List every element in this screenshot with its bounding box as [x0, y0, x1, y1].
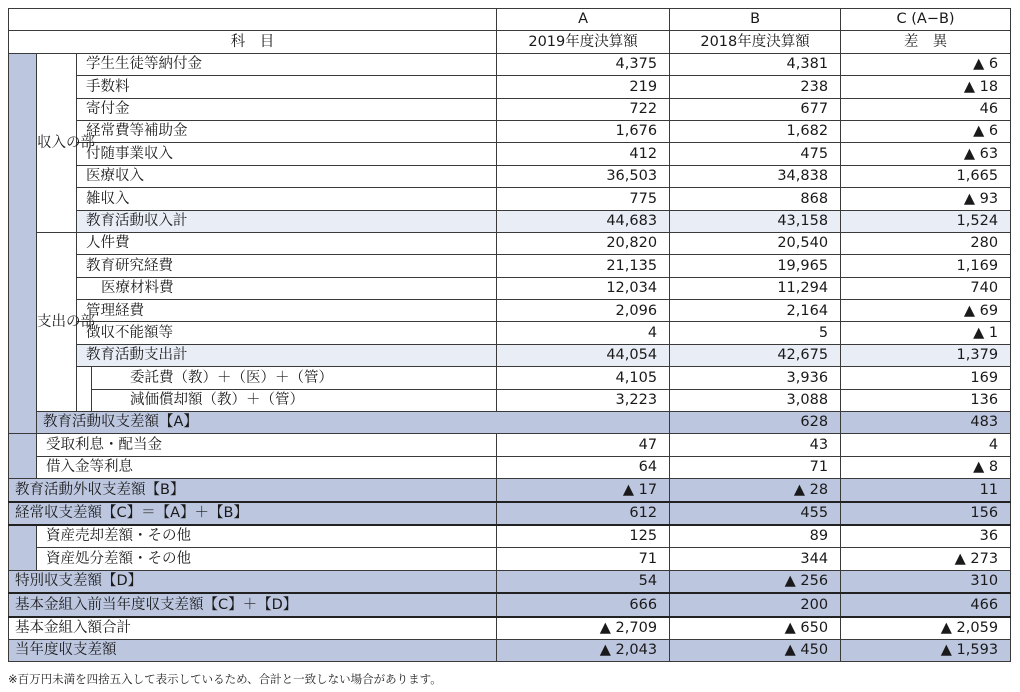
value-b: 43	[670, 434, 841, 456]
value-b: ▲ 450	[670, 639, 841, 661]
ordinary-balance-row	[9, 502, 1011, 525]
row-label: 医療収入	[77, 165, 497, 187]
value-a: 2,096	[497, 300, 670, 322]
header-names-row	[9, 31, 1011, 53]
value-b: ▲ 256	[670, 570, 841, 593]
nonedu-band	[9, 434, 37, 479]
activity-band	[9, 53, 37, 434]
value-c: 46	[841, 98, 1011, 120]
value-a: 47	[497, 434, 670, 456]
value-b: ▲ 650	[670, 617, 841, 640]
row-label: 基本金組入前当年度収支差額【C】＋【D】	[9, 593, 497, 616]
value-a: 3,223	[497, 389, 670, 411]
value-c: ▲ 6	[841, 53, 1011, 75]
row-label: 借入金等利息	[37, 456, 497, 478]
year-balance-row	[9, 639, 1011, 661]
value-a: 612	[497, 502, 670, 525]
value-a: ▲ 2,709	[497, 617, 670, 640]
expense-section	[37, 232, 95, 411]
value-b: 344	[670, 548, 841, 570]
value-b: 677	[670, 98, 841, 120]
table-row	[9, 53, 1011, 75]
table-row	[9, 143, 1011, 165]
table-row	[9, 277, 1011, 299]
table-row	[9, 300, 1011, 322]
table-row	[9, 322, 1011, 344]
row-label: 学生生徒等納付金	[77, 53, 497, 75]
value-a: 20,820	[497, 232, 670, 254]
value-c: ▲ 6	[841, 120, 1011, 142]
value-b: 238	[670, 76, 841, 98]
value-a: 722	[497, 98, 670, 120]
row-label: 教育活動収入計	[77, 210, 497, 232]
value-c: ▲ 2,059	[841, 617, 1011, 640]
value-c: 310	[841, 570, 1011, 593]
value-c: 1,524	[841, 210, 1011, 232]
financial-table	[8, 8, 1011, 662]
row-label: 雑収入	[77, 188, 497, 210]
edu-balance-row	[9, 412, 1011, 434]
value-a: 219	[497, 76, 670, 98]
value-b: 868	[670, 188, 841, 210]
value-c: 169	[841, 367, 1011, 389]
value-b: 3,936	[670, 367, 841, 389]
row-label: 寄付金	[77, 98, 497, 120]
row-label: 医療材料費	[77, 277, 497, 299]
row-label: 経常収支差額【C】＝【A】＋【B】	[9, 502, 497, 525]
value-a: 412	[497, 143, 670, 165]
table-row	[9, 76, 1011, 98]
col-a-letter: A	[497, 9, 670, 31]
value-c: 11	[841, 479, 1011, 502]
table-row	[9, 255, 1011, 277]
value-c: 740	[841, 277, 1011, 299]
row-label: 委託費（教）＋（医）＋（管）	[92, 367, 497, 389]
value-c: ▲ 63	[841, 143, 1011, 165]
value-b: 34,838	[670, 165, 841, 187]
value-b: 71	[670, 456, 841, 478]
value-a: 775	[497, 188, 670, 210]
table-row	[9, 98, 1011, 120]
value-c: 36	[841, 525, 1011, 548]
value-b: 19,965	[670, 255, 841, 277]
col-a-name: 2019年度決算額	[497, 31, 670, 53]
income-section	[37, 53, 95, 232]
value-c: 4	[841, 434, 1011, 456]
table-row	[9, 188, 1011, 210]
table-row	[9, 548, 1011, 570]
value-c: 466	[841, 593, 1011, 616]
row-label: 特別収支差額【D】	[9, 570, 497, 593]
value-a: 4,105	[497, 367, 670, 389]
value-c: 1,665	[841, 165, 1011, 187]
value-a: ▲ 17	[497, 479, 670, 502]
special-band	[9, 525, 37, 570]
col-c-letter: C (A−B)	[841, 9, 1011, 31]
value-b: 89	[670, 525, 841, 548]
table-row	[9, 232, 1011, 254]
col-b-letter: B	[670, 9, 841, 31]
value-a: 4	[497, 322, 670, 344]
value-a: 44,683	[497, 210, 670, 232]
value-b: 4,381	[670, 53, 841, 75]
value-a: 71	[497, 548, 670, 570]
value-a: 36,503	[497, 165, 670, 187]
value-b: 200	[670, 593, 841, 616]
value-a: 628	[670, 412, 841, 434]
value-b: ▲ 28	[670, 479, 841, 502]
fund-total-row	[9, 617, 1011, 640]
value-b: 3,088	[670, 389, 841, 411]
row-label: 手数料	[77, 76, 497, 98]
table-row	[9, 367, 1011, 389]
row-label: 資産処分差額・その他	[37, 548, 497, 570]
value-b: 2,164	[670, 300, 841, 322]
value-a: ▲ 2,043	[497, 639, 670, 661]
header-blank	[9, 9, 497, 31]
value-c: 1,379	[841, 344, 1011, 366]
row-label: 付随事業収入	[77, 143, 497, 165]
value-a: 54	[497, 570, 670, 593]
value-a: 1,676	[497, 120, 670, 142]
value-b: 1,682	[670, 120, 841, 142]
value-b: 42,675	[670, 344, 841, 366]
row-label: 資産売却差額・その他	[37, 525, 497, 548]
value-a: 125	[497, 525, 670, 548]
value-a: 44,054	[497, 344, 670, 366]
row-label: 教育活動収支差額【A】	[37, 412, 670, 434]
table-row	[9, 120, 1011, 142]
value-a: 64	[497, 456, 670, 478]
value-c: ▲ 1	[841, 322, 1011, 344]
row-label: 管理経費	[77, 300, 497, 322]
special-balance-row	[9, 570, 1011, 593]
indent-spacer	[77, 367, 92, 412]
footnote: ※百万円未満を四捨五入して表示しているため、合計と一致しない場合があります。	[8, 672, 442, 686]
col-b-name: 2018年度決算額	[670, 31, 841, 53]
value-c: ▲ 273	[841, 548, 1011, 570]
row-label: 人件費	[77, 232, 497, 254]
table-row	[9, 434, 1011, 456]
header-letters-row	[9, 9, 1011, 31]
value-b: 20,540	[670, 232, 841, 254]
value-c: ▲ 8	[841, 456, 1011, 478]
row-label: 当年度収支差額	[9, 639, 497, 661]
col-c-name: 差 異	[841, 31, 1011, 53]
value-b: 43,158	[670, 210, 841, 232]
value-a: 666	[497, 593, 670, 616]
pre-fund-balance-row	[9, 593, 1011, 616]
row-label: 教育研究経費	[77, 255, 497, 277]
row-label: 教育活動外収支差額【B】	[9, 479, 497, 502]
row-label: 経常費等補助金	[77, 120, 497, 142]
row-label: 徴収不能額等	[77, 322, 497, 344]
value-b: 483	[841, 412, 1011, 434]
value-b: 455	[670, 502, 841, 525]
nonedu-balance-row	[9, 479, 1011, 502]
value-b: 11,294	[670, 277, 841, 299]
value-c: 1,169	[841, 255, 1011, 277]
table-row	[9, 525, 1011, 548]
value-c: ▲ 69	[841, 300, 1011, 322]
value-c: 136	[841, 389, 1011, 411]
expense-section-label: 支出の部	[37, 313, 95, 330]
value-b: 475	[670, 143, 841, 165]
value-c: ▲ 93	[841, 188, 1011, 210]
table-row	[9, 389, 1011, 411]
value-c: 156	[841, 502, 1011, 525]
value-a: 12,034	[497, 277, 670, 299]
row-label: 基本金組入額合計	[9, 617, 497, 640]
row-label: 教育活動支出計	[77, 344, 497, 366]
row-label: 受取利息・配当金	[37, 434, 497, 456]
table-row	[9, 456, 1011, 478]
value-a: 4,375	[497, 53, 670, 75]
income-section-label: 収入の部	[37, 134, 95, 151]
value-c: 280	[841, 232, 1011, 254]
value-c: ▲ 18	[841, 76, 1011, 98]
value-c: ▲ 1,593	[841, 639, 1011, 661]
row-label: 減価償却額（教）＋（管）	[92, 389, 497, 411]
subject-header: 科 目	[9, 31, 497, 53]
value-a: 21,135	[497, 255, 670, 277]
expense-total-row	[9, 344, 1011, 366]
income-total-row	[9, 210, 1011, 232]
table-row	[9, 165, 1011, 187]
value-b: 5	[670, 322, 841, 344]
